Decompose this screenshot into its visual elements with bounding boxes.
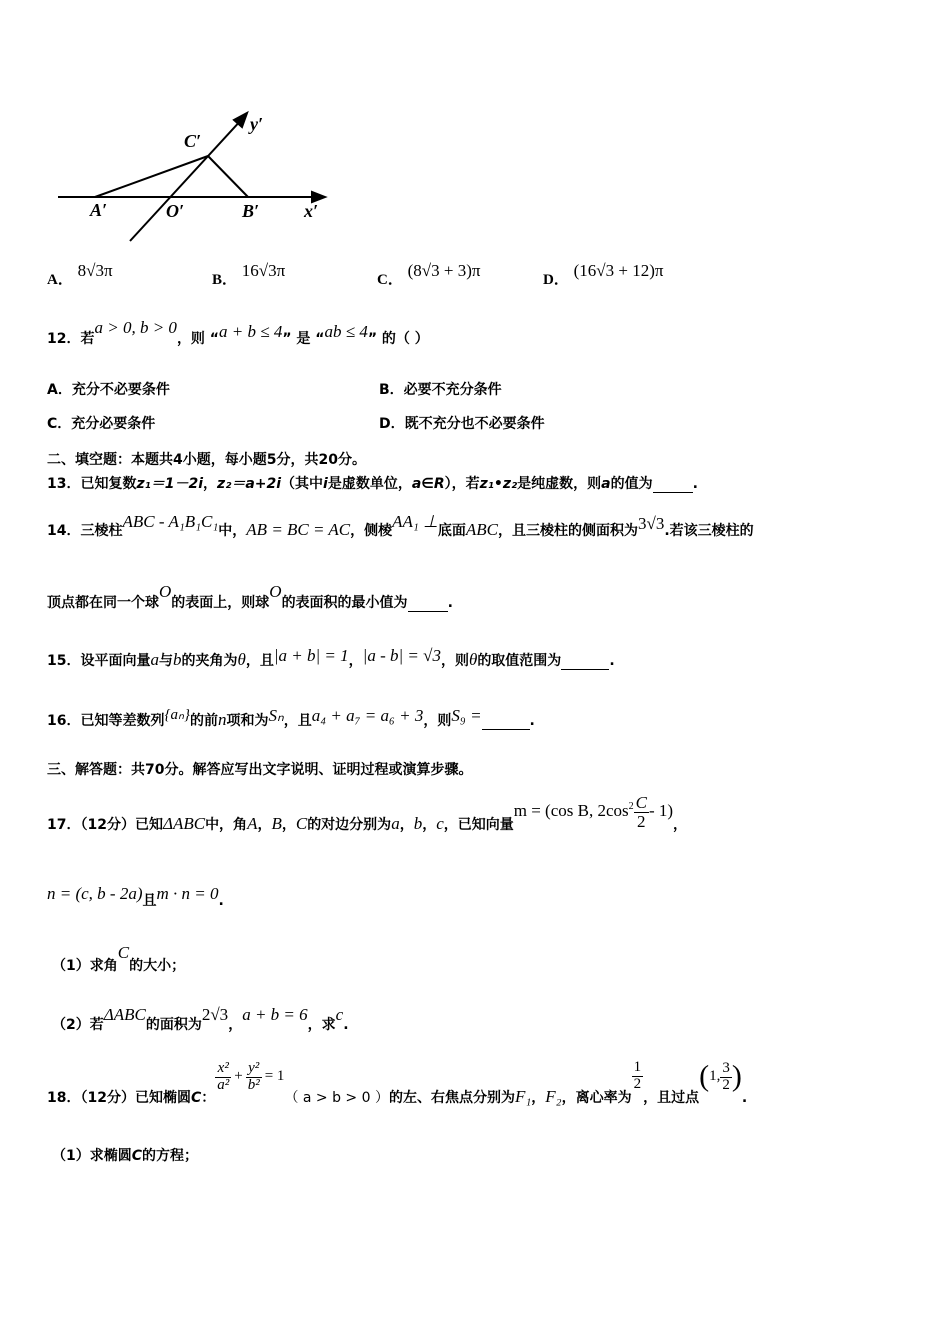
option-label: C．: [377, 272, 403, 288]
q12-q: ab ≤ 4: [324, 322, 368, 341]
q11-option-d[interactable]: [543, 261, 664, 289]
q17-stem-line2: [47, 884, 224, 909]
q14-end: .: [447, 595, 453, 611]
q18-point-x: 1,: [709, 1068, 721, 1085]
q13-z1: z₁＝1－2i: [136, 476, 204, 492]
q18-text-a: 18．（12分）已知椭圆: [47, 1090, 191, 1107]
q13-text-g: 的值为: [610, 476, 653, 492]
q18-e-den: 2: [633, 1075, 642, 1092]
q18-eq1: = 1: [264, 1068, 285, 1085]
q17-text-b: 中，角: [205, 817, 248, 834]
q16-sequence: {aₙ}: [164, 707, 190, 723]
q18-ellipse-equation: [215, 1059, 285, 1093]
q17-angle-c: C: [295, 814, 308, 834]
q12-stem: [47, 318, 429, 348]
q14-o1: O: [159, 582, 172, 601]
q17-frac-den: 2: [637, 811, 646, 831]
option-value: (16√3 + 12)π: [573, 261, 664, 280]
q13-text-b: ，: [203, 476, 218, 492]
q12-condition: a > 0, b > 0: [94, 318, 177, 337]
option-label: C．: [47, 416, 72, 432]
q17-angle-a: A: [247, 814, 258, 834]
q18-condition: （ a > b > 0 ）: [284, 1090, 389, 1107]
label-y: y′: [250, 114, 264, 134]
option-value: 8√3π: [77, 261, 113, 280]
section-2-heading: 二、填空题：本题共4小题，每小题5分，共20分。: [47, 452, 366, 468]
q14-text-b: 中，: [218, 523, 247, 539]
q17-side-b: b: [413, 814, 423, 834]
q16-end: .: [529, 713, 535, 729]
q18-b2: b²: [247, 1076, 260, 1093]
option-text: 充分不必要条件: [71, 382, 170, 398]
q17-sep-1: ，: [257, 817, 272, 834]
q18-p1-b: 的方程；: [142, 1148, 199, 1164]
q15-text-g: 的取值范围为: [477, 653, 562, 669]
q18-point-open: (: [699, 1060, 710, 1093]
q17-part-1: [52, 943, 186, 974]
q13-stem: [47, 473, 698, 493]
q14-abc: ABC: [465, 520, 499, 539]
q13-a-in-r: a∈R: [411, 476, 445, 492]
q18-point-close: ): [731, 1060, 742, 1093]
q17-sep-3: ，: [399, 817, 414, 834]
q11-option-a[interactable]: [47, 261, 113, 289]
q18-end: .: [741, 1090, 748, 1107]
q18-c: C: [190, 1090, 202, 1107]
q16-sn: Sₙ: [268, 706, 284, 725]
q14-area: 3√3: [638, 514, 665, 533]
q17-frac-num: C: [635, 793, 647, 812]
q14-line2-c: 的表面积的最小值为: [281, 595, 408, 611]
q17-part-2: [52, 1005, 349, 1033]
q17-p2-triangle: ΔABC: [103, 1005, 146, 1024]
q17-p2-var: c: [335, 1005, 344, 1024]
q18-a2: a²: [217, 1076, 230, 1093]
option-label: A．: [47, 382, 72, 398]
q12-is: ” 是 “: [282, 331, 325, 347]
segment-a-c: [95, 156, 208, 197]
segment-c-b: [208, 156, 248, 197]
q17-half-angle: [634, 794, 649, 831]
label-b: B′: [242, 201, 260, 221]
q17-text-c: 的对边分别为: [307, 817, 392, 834]
q17-square: 2: [628, 801, 634, 813]
q13-end: .: [692, 476, 698, 492]
label-a: A′: [90, 200, 108, 220]
q14-text-e: ，且三棱柱的侧面积为: [498, 523, 639, 539]
q14-text-f: .若该三棱柱的: [664, 523, 754, 539]
q16-answer-blank[interactable]: [482, 713, 530, 730]
q13-text-d: 是虚数单位，: [327, 476, 412, 492]
q15-answer-blank[interactable]: [561, 653, 609, 670]
q17-end-2: .: [218, 893, 224, 909]
q13-z2: z₂＝a+2i: [217, 476, 282, 492]
q17-sep-4: ，: [422, 817, 437, 834]
q17-p2-sum: a + b = 6: [242, 1005, 308, 1024]
q17-p2-c: ，: [228, 1017, 243, 1033]
q14-line2-b: 的表面上，则球: [171, 595, 270, 611]
q16-text-d: ，且: [283, 713, 312, 729]
q17-dot-condition: m · n = 0: [156, 884, 219, 903]
q18-p1-a: （1）求椭圆: [52, 1148, 132, 1164]
q17-p1-a: （1）求角: [52, 958, 118, 974]
q15-sum-condition: |a + b| = 1: [273, 646, 349, 665]
option-label: B．: [212, 272, 238, 288]
q14-text-a: 14．三棱柱: [47, 523, 123, 539]
q12-then: ，则 “: [176, 331, 220, 347]
q18-point: [699, 1059, 742, 1093]
q15-text-e: ，: [348, 653, 363, 669]
option-label: A．: [47, 272, 73, 288]
q14-answer-blank[interactable]: [408, 595, 448, 612]
q17-and: 且: [142, 893, 157, 909]
q18-p1-c: C: [131, 1148, 143, 1164]
q13-answer-blank[interactable]: [653, 476, 693, 493]
q17-sep-2: ，: [281, 817, 296, 834]
q14-text-d: 底面: [437, 523, 466, 539]
q16-text-b: 的前: [189, 713, 218, 729]
q16-s9: S₉ =: [451, 706, 482, 725]
q14-aa1: AA₁ ⊥: [392, 512, 438, 531]
q11-option-b[interactable]: [212, 261, 286, 289]
q13-product: z₁•z₂: [479, 476, 518, 492]
option-label: D．: [379, 416, 405, 432]
oblique-axis-figure: [50, 108, 340, 248]
q12-tail: ” 的（ ）: [367, 331, 429, 347]
q13-i: i: [323, 476, 328, 492]
q15-text-c: 的夹角为: [181, 653, 238, 669]
q14-text-c: ，侧棱: [350, 523, 393, 539]
label-c: C′: [184, 131, 202, 151]
q12-option-b[interactable]: [379, 379, 502, 399]
q14-prism: ABC - A₁B₁C₁: [122, 512, 219, 531]
q12-p: a + b ≤ 4: [219, 322, 283, 341]
q18-y-frac: [246, 1061, 262, 1094]
q18-eccentricity: [632, 1060, 644, 1093]
q17-text-a: 17．（12分）已知: [47, 817, 163, 834]
q17-side-a: a: [391, 814, 400, 834]
q18-x2: x²: [215, 1061, 231, 1078]
section-3-heading: 三、解答题：共70分。解答应写出文字说明、证明过程或演算步骤。: [47, 762, 473, 778]
q15-theta-2: θ: [468, 650, 478, 669]
q17-vector-m: [513, 793, 674, 831]
option-value: (8√3 + 3)π: [407, 261, 481, 280]
q13-text-f: 是纯虚数，则: [517, 476, 602, 492]
q16-text-e: ，则: [423, 713, 452, 729]
q16-n: n: [217, 710, 227, 729]
q16-text-a: 16．已知等差数列: [47, 713, 165, 729]
q18-part-1: [52, 1145, 198, 1165]
q17-m-pre: m = (cos B, 2cos: [513, 801, 629, 821]
q17-end-1: ，: [673, 817, 688, 834]
q12-option-a[interactable]: [47, 379, 170, 399]
q12-option-c[interactable]: [47, 413, 155, 433]
q15-text-b: 与: [158, 653, 173, 669]
q18-stem: [47, 1059, 748, 1107]
q18-plus: +: [234, 1068, 243, 1085]
q15-vector-b: b: [172, 650, 182, 669]
q15-end: .: [609, 653, 615, 669]
q15-diff-condition: |a - b| = √3: [362, 646, 441, 665]
q18-point-frac: [720, 1061, 732, 1094]
option-text: 必要不充分条件: [403, 382, 502, 398]
label-x: x′: [304, 201, 319, 221]
q18-pt-den: 2: [722, 1076, 730, 1093]
q18-pt-num: 3: [722, 1059, 730, 1076]
q17-vector-n: n = (c, b - 2a): [47, 884, 143, 903]
q17-angle-b: B: [271, 814, 282, 834]
q14-stem-line1: [47, 512, 754, 540]
q17-p2-b: 的面积为: [145, 1017, 202, 1033]
q17-m-post: - 1): [648, 801, 674, 821]
q18-text-c: ，离心率为: [561, 1090, 632, 1107]
q15-text-a: 15．设平面向量: [47, 653, 151, 669]
q11-option-c[interactable]: [377, 261, 481, 289]
q15-text-d: ，且: [245, 653, 274, 669]
q16-stem: [47, 706, 535, 730]
option-label: D．: [543, 272, 569, 288]
q13-a: a: [601, 476, 611, 492]
option-value: 16√3π: [241, 261, 286, 280]
q17-p2-area: 2√3: [201, 1005, 229, 1024]
q13-text-e: ），若: [444, 476, 480, 492]
label-o: O′: [166, 201, 185, 221]
q18-text-d: ，且过点: [643, 1090, 700, 1107]
q17-side-c: c: [436, 814, 444, 834]
q15-stem: [47, 646, 615, 670]
q18-f1: F₁: [514, 1087, 532, 1107]
q15-theta: θ: [237, 650, 246, 669]
q13-text-c: （其中: [281, 476, 324, 492]
q16-text-c: 项和为: [226, 713, 269, 729]
q12-number: 12．若: [47, 331, 95, 347]
q14-equal-sides: AB = BC = AC: [246, 520, 351, 539]
q17-p2-end: .: [343, 1017, 349, 1033]
q17-p2-a: （2）若: [52, 1017, 104, 1033]
q17-p1-c: C: [117, 943, 130, 962]
q18-f2: F₂: [545, 1087, 562, 1107]
q14-line2-a: 顶点都在同一个球: [47, 595, 159, 611]
q18-colon: ：: [201, 1090, 216, 1107]
q17-stem-line1: [47, 788, 688, 834]
q14-stem-line2: [47, 582, 453, 612]
q17-p1-b: 的大小；: [129, 958, 186, 974]
q18-e-num: 1: [633, 1059, 642, 1076]
q14-o2: O: [269, 582, 282, 601]
q16-condition: a₄ + a₇ = a₆ + 3: [311, 706, 424, 725]
q17-p2-d: ，求: [307, 1017, 336, 1033]
q18-text-b: 的左、右焦点分别为: [388, 1090, 515, 1107]
option-label: B．: [379, 382, 404, 398]
q15-vector-a: a: [150, 650, 159, 669]
q17-text-d: ，已知向量: [443, 817, 514, 834]
q18-y2: y²: [246, 1061, 262, 1078]
q17-triangle: ΔABC: [162, 814, 206, 834]
q15-text-f: ，则: [440, 653, 469, 669]
option-text: 既不充分也不必要条件: [404, 416, 545, 432]
q13-text-a: 13．已知复数: [47, 476, 137, 492]
option-text: 充分必要条件: [71, 416, 156, 432]
q12-option-d[interactable]: [379, 413, 545, 433]
q18-x-frac: [215, 1061, 231, 1094]
q18-sep: ，: [531, 1090, 546, 1107]
